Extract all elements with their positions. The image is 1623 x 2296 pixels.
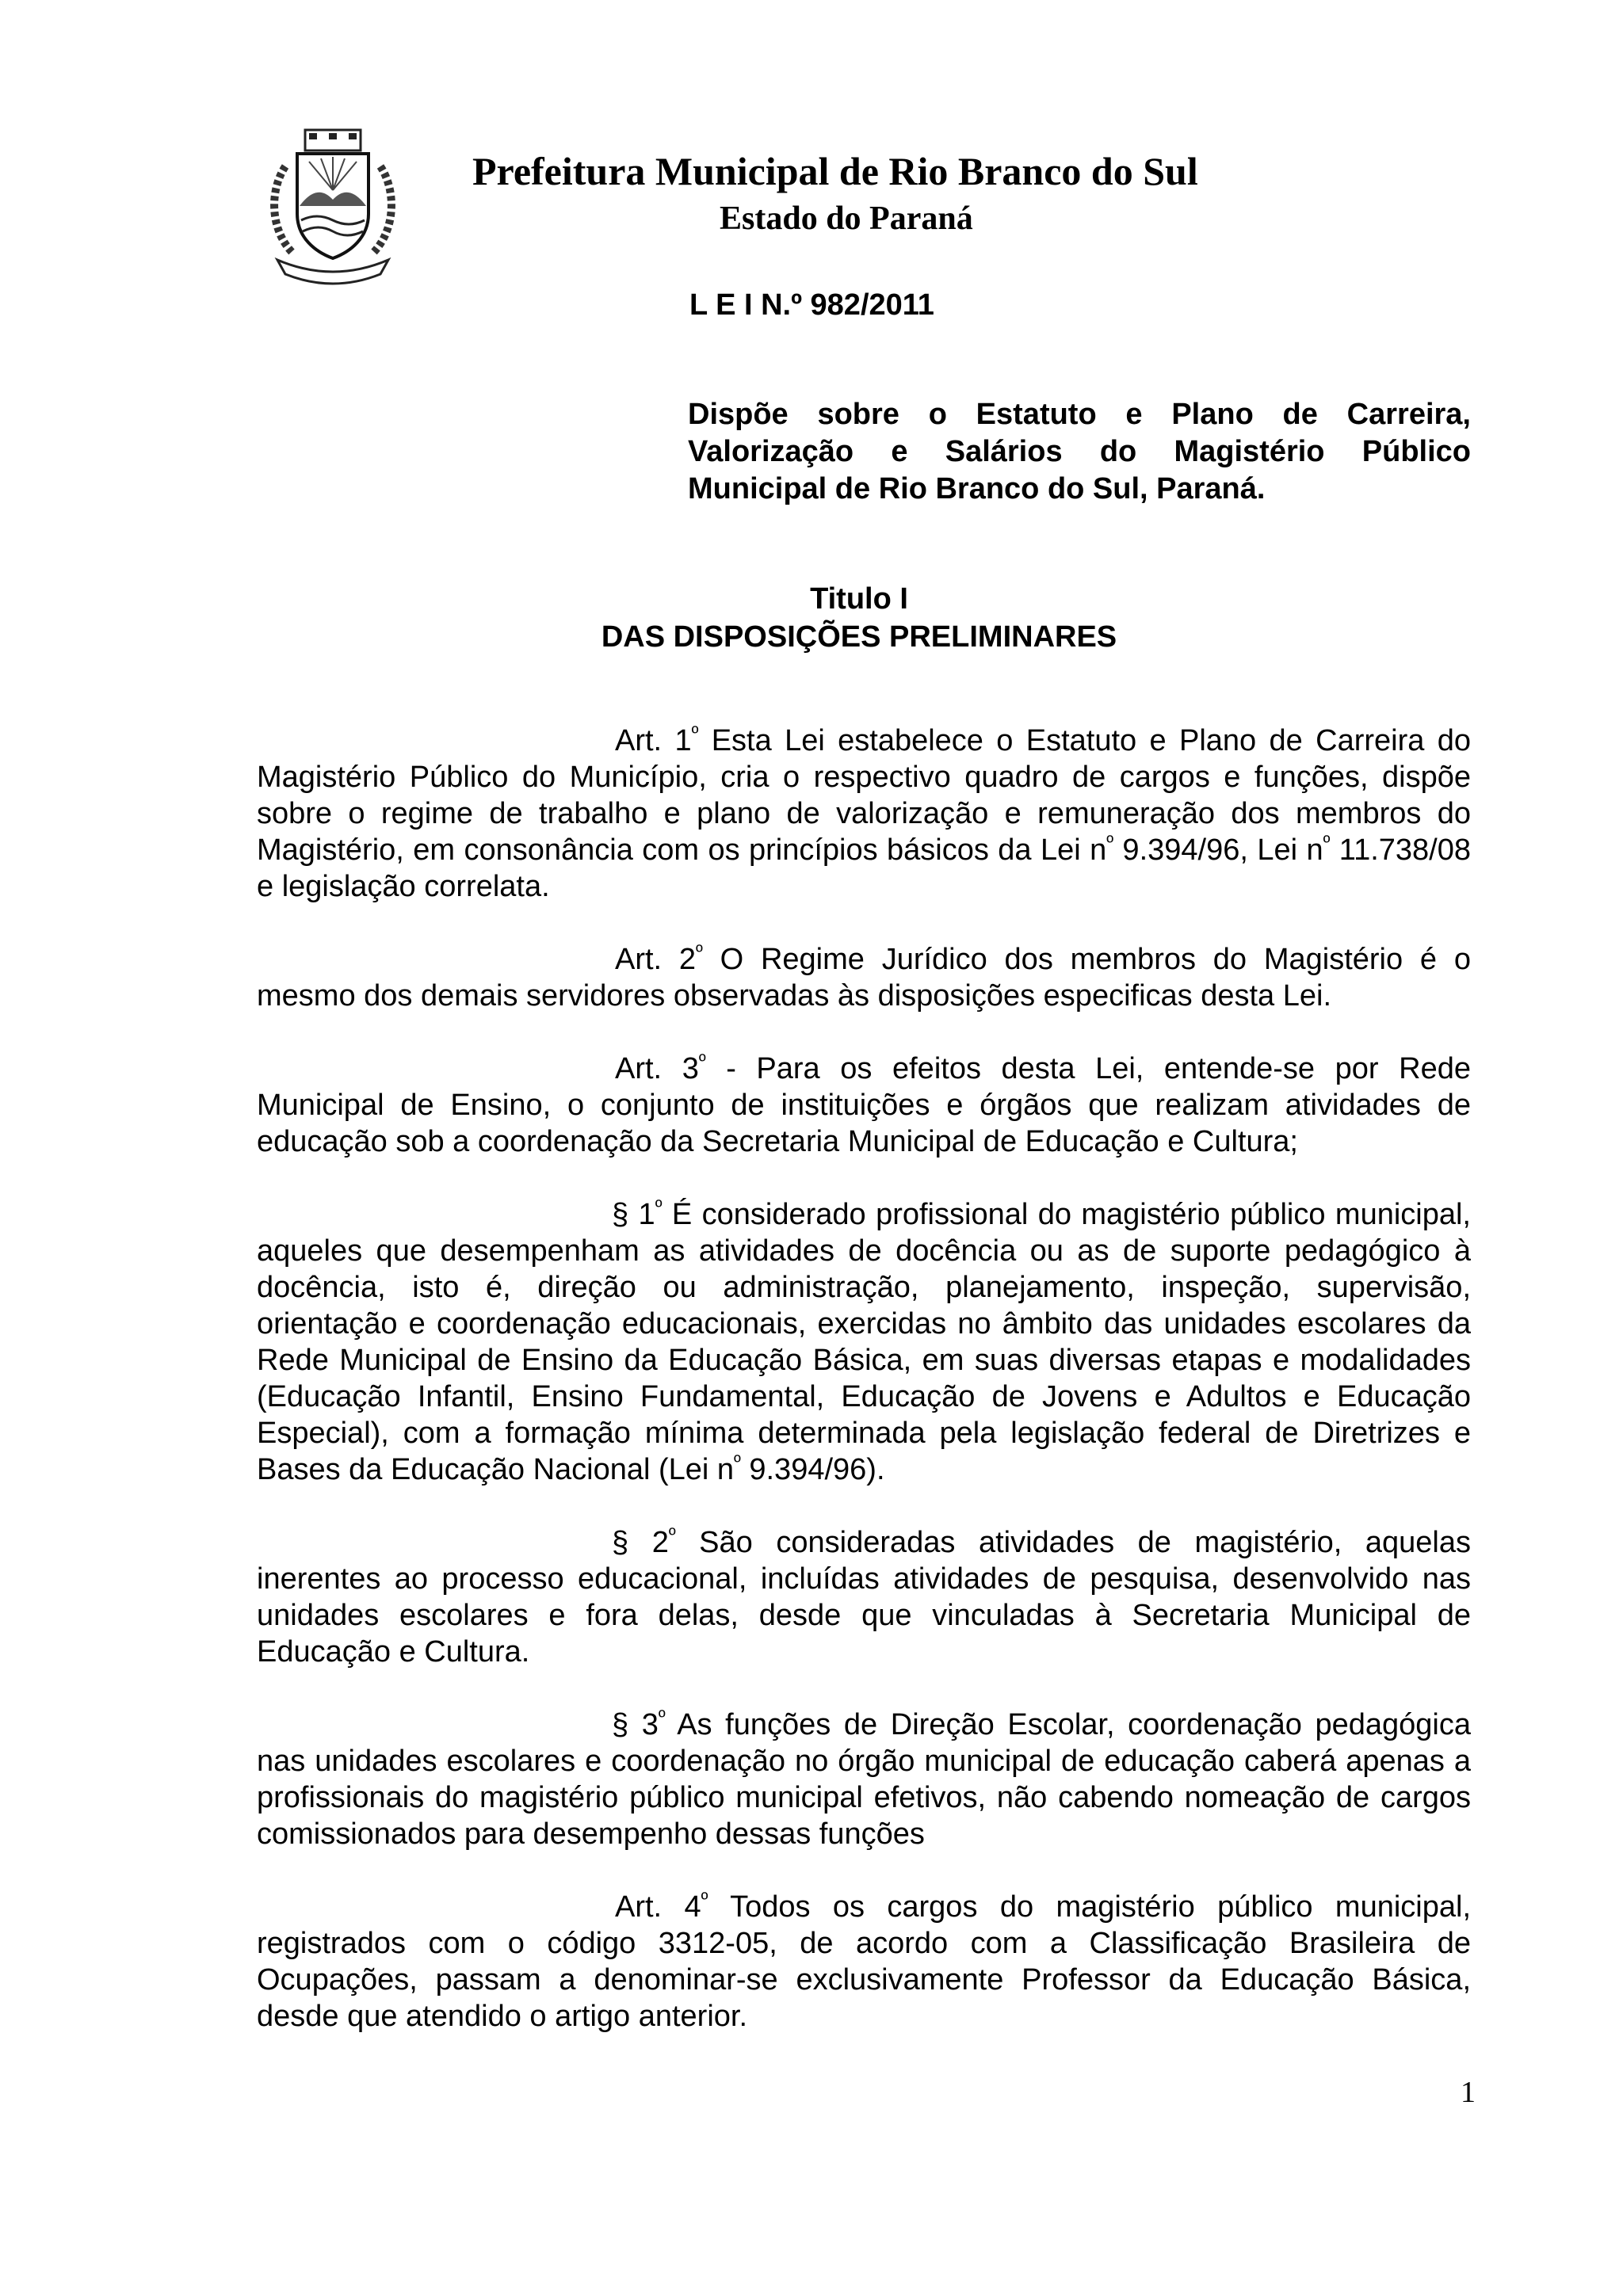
page-number: 1 <box>1461 2076 1476 2109</box>
document-body <box>257 723 1471 2035</box>
article-4: Art. $4^º$ Todos os cargos do magistério público municipal, registrados com o código 3312-05, de acordo com a Classificação Brasileira de Ocupações, passam a denominar-se exclusivamente Professor da Educação Básica, desde que atendido o artigo anterior. <box>257 1889 1472 2033</box>
title-heading: Titulo I <box>810 582 908 616</box>
article-1: Art. $1^º$ Esta Lei estabelece o Estatuto e Plano de Carreira do Magistério Público do Município, cria o respectivo quadro de cargos e funções, dispõe sobre o regime de trabalho e plano de valorização e remuneração dos membros do Magistério, em consonância com os princípios básicos da Lei $n^º$ 9.394/96, Lei $n^º$ 11.738/08 e legislação correlata. <box>257 723 1471 903</box>
title-subheading: DAS DISPOSIÇÕES PRELIMINARES <box>601 620 1117 654</box>
paragraph-1: § $1^º$ É considerado profissional do magistério público municipal, aqueles que desempenham as atividades de docência ou as de suporte pedagógico à docência, isto é, direção ou administração, planejamento, inspeção, supervisão, orientação e coordenação educacionais, exercidas no âmbito das unidades escolares da Rede Municipal de Ensino da Educação Básica, em suas diversas etapas e modalidades (Educação Infantil, Ensino Fundamental, Educação de Jovens e Adultos e Educação Especial), com a formação mínima determinada pela legislação federal de Diretrizes e Bases da Educação Nacional (Lei $n^º$ 9.394/96). <box>257 1196 1471 1486</box>
article-2: Art. $2^º$ O Regime Jurídico dos membros do Magistério é o mesmo dos demais servidores observadas às disposições especificas desta Lei. <box>257 941 1471 1013</box>
law-number: L E I N.º 982/2011 <box>689 288 934 322</box>
paragraph-3: § $3^º$ As funções de Direção Escolar, coordenação pedagógica nas unidades escolares e coordenação no órgão municipal de educação caberá apenas a profissionais do magistério público municipal efetivos, não cabendo nomeação de cargos comissionados para desempenho dessas funções <box>257 1707 1471 1851</box>
paragraph-2: § $2^º$ São consideradas atividades de magistério, aquelas inerentes ao processo educacional, incluídas atividades de pesquisa, desenvolvido nas unidades escolares e fora delas, desde que vinculadas à Secretaria Municipal de Educação e Cultura. <box>257 1524 1472 1669</box>
coat-of-arms-icon <box>262 127 404 285</box>
header-title: Prefeitura Municipal de Rio Branco do Sul <box>472 149 1198 193</box>
law-summary: Dispõe sobre o Estatuto e Plano de Carreira, Valorização e Salários do Magistério Público Municipal de Rio Branco do Sul, Paraná. <box>688 398 1471 505</box>
article-3: Art. $3^º$ - Para os efeitos desta Lei, entende-se por Rede Municipal de Ensino, o conjunto de instituições e órgãos que realizam atividades de educação sob a coordenação da Secretaria Municipal de Educação e Cultura; <box>257 1051 1471 1158</box>
header-subtitle: Estado do Paraná <box>720 200 973 237</box>
